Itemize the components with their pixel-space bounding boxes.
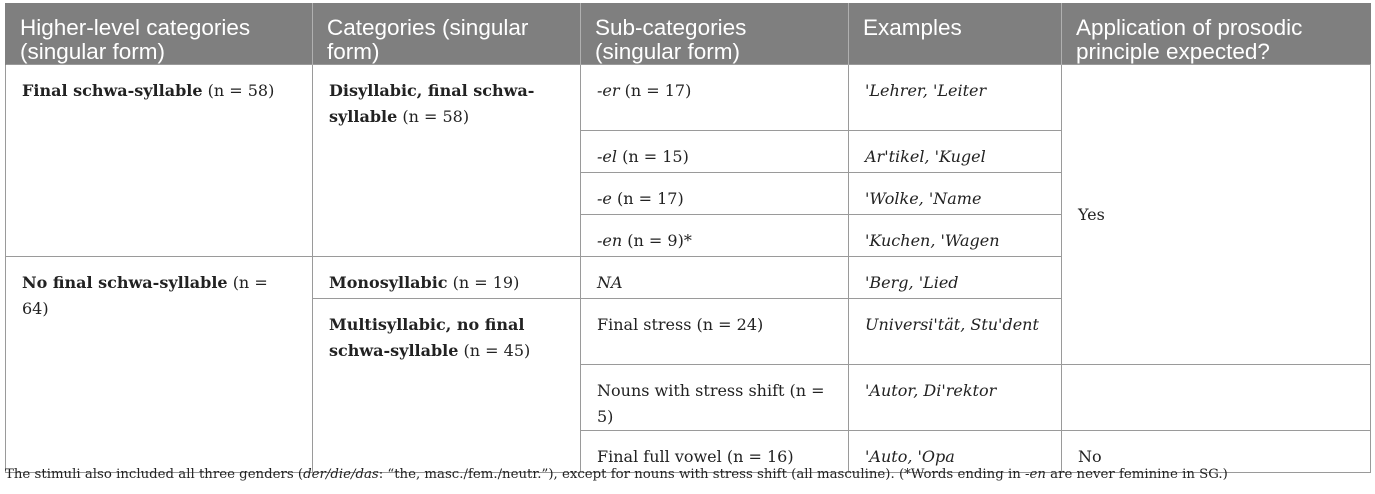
- cell-count: (n = 24): [696, 315, 764, 334]
- cell-examples: 'Autor, Di'rektor: [849, 365, 1062, 431]
- cell-en: [581, 215, 849, 257]
- cell-no-final-schwa: [6, 257, 313, 473]
- cell-empty: [1062, 365, 1371, 431]
- cell-er: [581, 65, 849, 131]
- stimuli-table: [5, 3, 1371, 473]
- header-row: [6, 3, 1371, 65]
- cell-stress-shift: [581, 365, 849, 431]
- cell-label: Final schwa-syllable: [22, 81, 203, 100]
- cell-e: [581, 173, 849, 215]
- cell-count: (n = 5): [597, 381, 825, 426]
- col-header-higher-level: Higher-level categories (singular form): [6, 3, 313, 65]
- col-header-categories: Categories (singular form): [313, 3, 581, 65]
- col-header-sub-categories: Sub-categories (singular form): [581, 3, 849, 65]
- col-header-prosodic: Application of prosodic principle expected?: [1062, 3, 1371, 65]
- cell-count: (n = 16): [726, 447, 794, 466]
- cell-count: (n = 45): [463, 341, 531, 360]
- cell-label: Multisyllabic, no final schwa-syllable: [329, 315, 525, 360]
- cell-count: (n = 17): [624, 81, 692, 100]
- cell-no: No: [1062, 431, 1371, 473]
- cell-suffix: -el: [597, 147, 617, 166]
- cell-disyllabic: [313, 65, 581, 257]
- cell-label: Final full vowel: [597, 447, 722, 466]
- cell-final-schwa: [6, 65, 313, 257]
- cell-label: Nouns with stress shift: [597, 381, 785, 400]
- cell-examples: 'Auto, 'Opa: [849, 431, 1062, 473]
- cell-el: [581, 131, 849, 173]
- cell-count: (n = 58): [402, 107, 470, 126]
- cell-examples: 'Kuchen, 'Wagen: [849, 215, 1062, 257]
- cell-examples: Ar'tikel, 'Kugel: [849, 131, 1062, 173]
- col-header-examples: Examples: [849, 3, 1062, 65]
- cell-count: (n = 19): [452, 273, 520, 292]
- cell-suffix: -e: [597, 189, 612, 208]
- cell-monosyllabic: [313, 257, 581, 299]
- cell-suffix: -en: [597, 231, 623, 250]
- cell-count: (n = 64): [22, 273, 268, 318]
- cell-count: (n = 58): [207, 81, 275, 100]
- cell-label: Monosyllabic: [329, 273, 448, 292]
- cell-na: NA: [581, 257, 849, 299]
- cell-examples: 'Berg, 'Lied: [849, 257, 1062, 299]
- cell-label: No final schwa-syllable: [22, 273, 228, 292]
- cell-examples: Universi'tät, Stu'dent: [849, 299, 1062, 365]
- table-row: [6, 65, 1371, 131]
- cell-examples: 'Lehrer, 'Leiter: [849, 65, 1062, 131]
- cell-final-stress: [581, 299, 849, 365]
- cell-count: (n = 17): [616, 189, 684, 208]
- cell-yes: Yes: [1062, 65, 1371, 365]
- cell-label: Final stress: [597, 315, 692, 334]
- table-footnote: The stimuli also included all three genders (der/die/das: “the, masc./fem./neutr.”), except for nouns with stress shift (all masculine). (*Words ending in -en are never feminine in SG.): [5, 467, 1228, 482]
- cell-count: (n = 15): [622, 147, 689, 166]
- cell-count: (n = 9)*: [627, 231, 692, 250]
- cell-multisyllabic: [313, 299, 581, 473]
- cell-suffix: -er: [597, 81, 620, 100]
- cell-examples: 'Wolke, 'Name: [849, 173, 1062, 215]
- cell-label: Disyllabic, final schwa-syllable: [329, 81, 535, 126]
